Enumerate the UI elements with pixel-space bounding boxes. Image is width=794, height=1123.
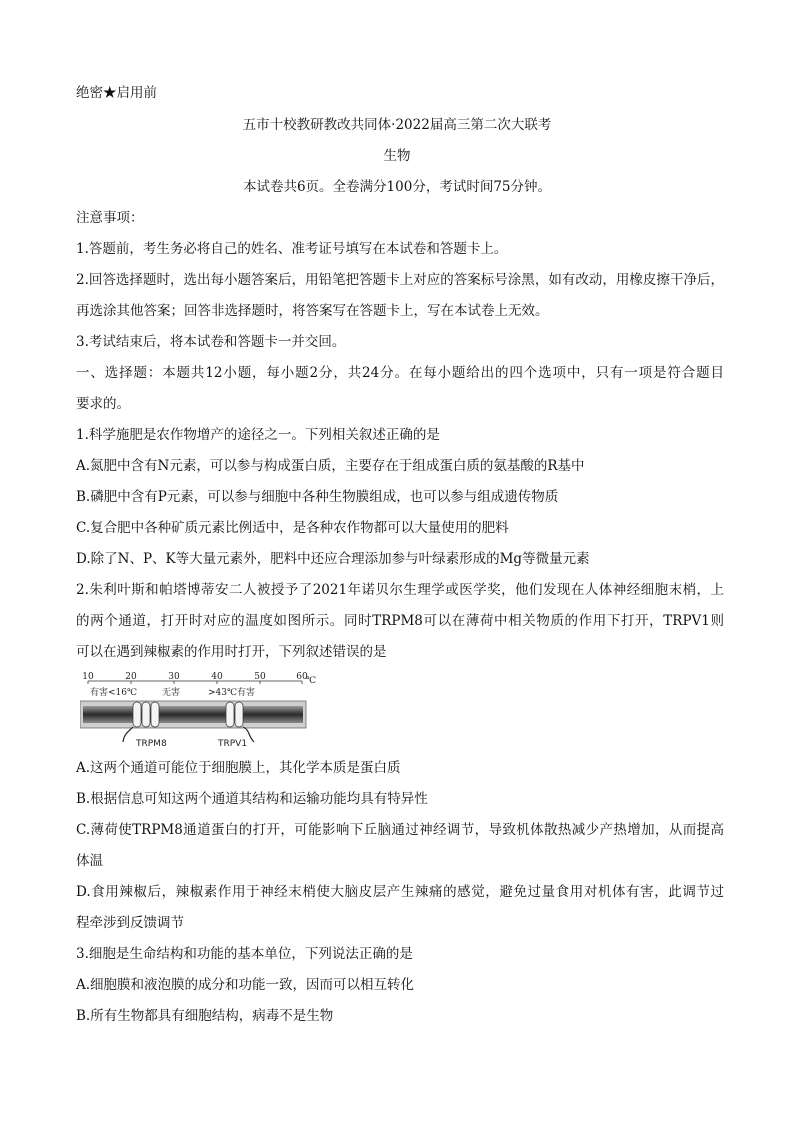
q1-option-b: B.磷肥中含有P元素，可以参与细胞中各种生物膜组成，也可以参与组成遗传物质 [76, 489, 559, 505]
label-harmful-cold: 有害<16℃ [90, 688, 138, 698]
label-harmless: 无害 [162, 688, 181, 698]
q1-stem: 1.科学施肥是农作物增产的途径之一。下列相关叙述正确的是 [76, 427, 440, 443]
tick-label-40: 40 [211, 672, 223, 682]
q1-option-a: A.氮肥中含有N元素，可以参与构成蛋白质，主要存在于组成蛋白质的氨基酸的R基中 [76, 458, 585, 474]
tick-label-20: 20 [125, 672, 137, 682]
q2-option-c-line-2: 体温 [76, 853, 103, 869]
tick-label-60: 60 [296, 672, 308, 682]
q3-stem: 3.细胞是生命结构和功能的基本单位，下列说法正确的是 [76, 946, 413, 962]
exam-info: 本试卷共6页。全卷满分100分，考试时间75分钟。 [242, 179, 552, 195]
section-1-heading-line-1: 一、选择题：本题共12小题，每小题2分，共24分。在每小题给出的四个选项中，只有一项是符合题目 [76, 365, 724, 381]
temperature-unit: ℃ [306, 676, 316, 686]
q2-stem-line-1: 2.朱利叶斯和帕塔博蒂安二人被授予了2021年诺贝尔生理学或医学奖，他们发现在人体神经细胞末梢，上 [76, 582, 724, 598]
notes-item-1: 1.答题前，考生务必将自己的姓名、准考证号填写在本试卷和答题卡上。 [76, 241, 508, 257]
temperature-ticks [88, 681, 302, 684]
tick-label-10: 10 [82, 672, 94, 682]
tick-label-50: 50 [254, 672, 266, 682]
confidential-mark: 绝密★启用前 [76, 85, 157, 101]
notes-item-3: 3.考试结束后，将本试卷和答题卡一并交回。 [76, 334, 346, 350]
section-1-heading-line-2: 要求的。 [76, 396, 130, 412]
cell-membrane [83, 706, 303, 723]
label-harmful-hot: >43℃有害 [208, 688, 256, 698]
trpm8-label: TRPM8 [136, 739, 167, 749]
q2-option-b: B.根据信息可知这两个通道其结构和运输功能均具有特异性 [76, 791, 428, 807]
ion-channel-temperature-figure [80, 672, 316, 752]
q2-stem-line-2: 的两个通道，打开时对应的温度如图所示。同时TRPM8可以在薄荷中相关物质的作用下打开，TRPV1则 [76, 613, 724, 629]
q2-stem-line-3: 可以在遇到辣椒素的作用时打开，下列叙述错误的是 [76, 644, 387, 660]
q2-option-c-line-1: C.薄荷使TRPM8通道蛋白的打开，可能影响下丘脑通过神经调节，导致机体散热减少产热增加，从而提高 [76, 822, 724, 838]
tick-label-30: 30 [168, 672, 180, 682]
q2-option-a: A.这两个通道可能位于细胞膜上，其化学本质是蛋白质 [76, 760, 401, 776]
q3-option-a: A.细胞膜和液泡膜的成分和功能一致，因而可以相互转化 [76, 977, 415, 993]
q2-option-d-line-2: 程牵涉到反馈调节 [76, 915, 184, 931]
trpv1-label: TRPV1 [218, 739, 248, 749]
q3-option-b: B.所有生物都具有细胞结构，病毒不是生物 [76, 1008, 334, 1024]
notes-item-2-line-2: 再选涂其他答案；回答非选择题时，将答案写在答题卡上，写在本试卷上无效。 [76, 303, 549, 319]
q1-option-d: D.除了N、P、K等大量元素外，肥料中还应合理添加参与叶绿素形成的Mg等微量元素 [76, 551, 590, 567]
notes-item-2-line-1: 2.回答选择题时，选出每小题答案后，用铅笔把答题卡上对应的答案标号涂黑，如有改动，用橡皮擦干净后， [76, 272, 724, 288]
q2-option-d-line-1: D.食用辣椒后，辣椒素作用于神经末梢使大脑皮层产生辣痛的感觉，避免过量食用对机体有害，此调节过 [76, 884, 724, 900]
q1-option-c: C.复合肥中各种矿质元素比例适中，是各种农作物都可以大量使用的肥料 [76, 520, 509, 536]
notes-heading: 注意事项： [76, 210, 144, 226]
subject-title: 生物 [383, 148, 411, 164]
exam-title: 五市十校教研教改共同体·2022届高三第二次大联考 [242, 117, 552, 133]
